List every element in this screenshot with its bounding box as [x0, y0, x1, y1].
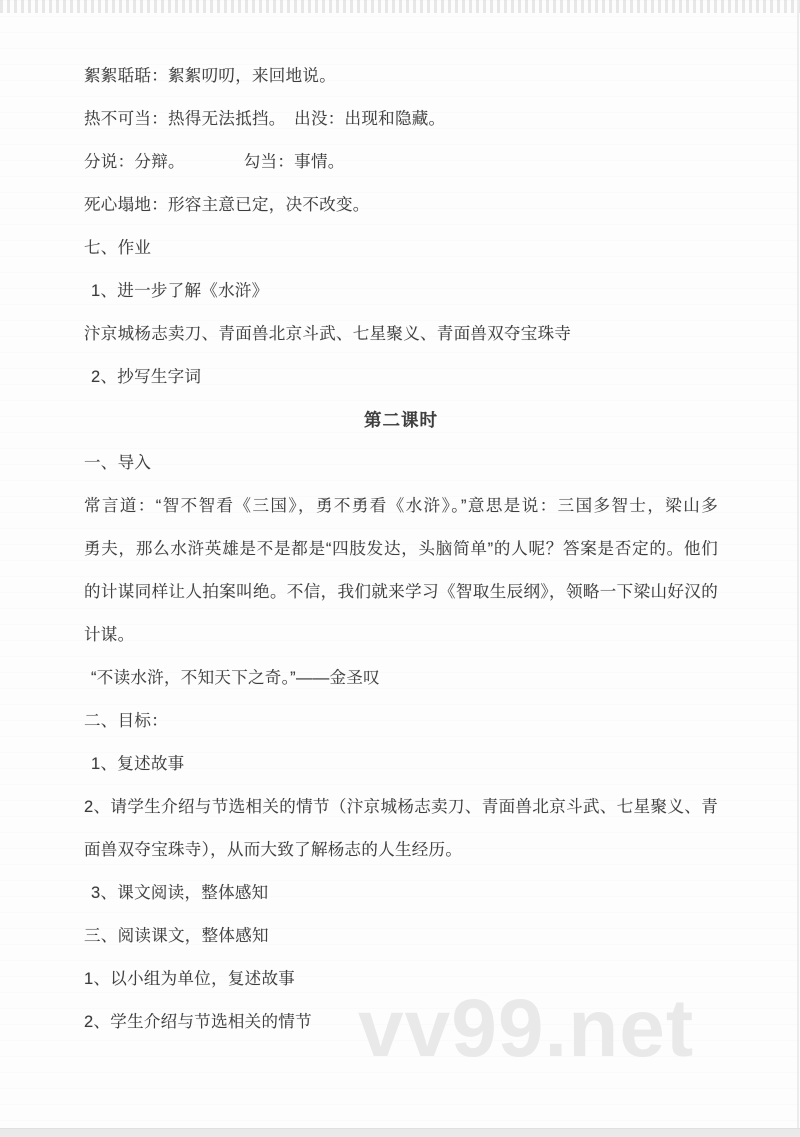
paragraph-line: 2、请学生介绍与节选相关的情节（汴京城杨志卖刀、青面兽北京斗武、七星聚义、青	[84, 798, 718, 816]
section-heading-intro: 一、导入	[84, 454, 152, 472]
section-heading-reading: 三、阅读课文，整体感知	[84, 927, 269, 945]
paragraph-line: 的计谋同样让人拍案叫绝。不信，我们就来学习《智取生辰纲》，领略一下梁山好汉的	[84, 583, 718, 601]
section-heading-goals: 二、目标：	[84, 712, 168, 730]
vocab-definition-line: 热不可当：热得无法抵挡。 出没：出现和隐藏。	[84, 110, 446, 128]
list-item: 1、以小组为单位，复述故事	[84, 970, 296, 988]
list-item: 1、进一步了解《水浒》	[91, 282, 269, 300]
watermark: vv99.net	[358, 983, 695, 1074]
body-text-line: 汴京城杨志卖刀、青面兽北京斗武、七星聚义、青面兽双夺宝珠寺	[84, 325, 572, 343]
vocab-definition-line: 分说：分辩。 勾当：事情。	[84, 153, 345, 171]
vocab-definition-line: 死心塌地：形容主意已定，决不改变。	[84, 196, 370, 214]
list-item: 3、课文阅读，整体感知	[91, 884, 269, 902]
quote-line: “不读水浒，不知天下之奇。”——金圣叹	[91, 669, 380, 687]
paragraph-line: 勇夫，那么水浒英雄是不是都是“四肢发达，头脑简单”的人呢？答案是否定的。他们	[84, 540, 718, 558]
chapter-heading: 第二课时	[364, 410, 438, 430]
document-content	[84, 55, 718, 1044]
paragraph-line: 常言道：“智不智看《三国》，勇不勇看《水浒》。”意思是说：三国多智士，梁山多	[84, 497, 718, 515]
section-heading-homework: 七、作业	[84, 239, 152, 257]
page-bottom-edge	[0, 1128, 800, 1137]
list-item: 1、复述故事	[91, 755, 185, 773]
vocab-definition-line: 絮絮聒聒：絮絮叨叨，来回地说。	[84, 67, 336, 85]
paragraph-line: 计谋。	[84, 626, 135, 644]
paragraph-line: 面兽双夺宝珠寺），从而大致了解杨志的人生经历。	[84, 841, 463, 859]
list-item: 2、抄写生字词	[91, 368, 202, 386]
scan-top-texture	[0, 0, 800, 13]
list-item: 2、学生介绍与节选相关的情节	[84, 1013, 312, 1031]
page-right-edge	[797, 0, 799, 1129]
